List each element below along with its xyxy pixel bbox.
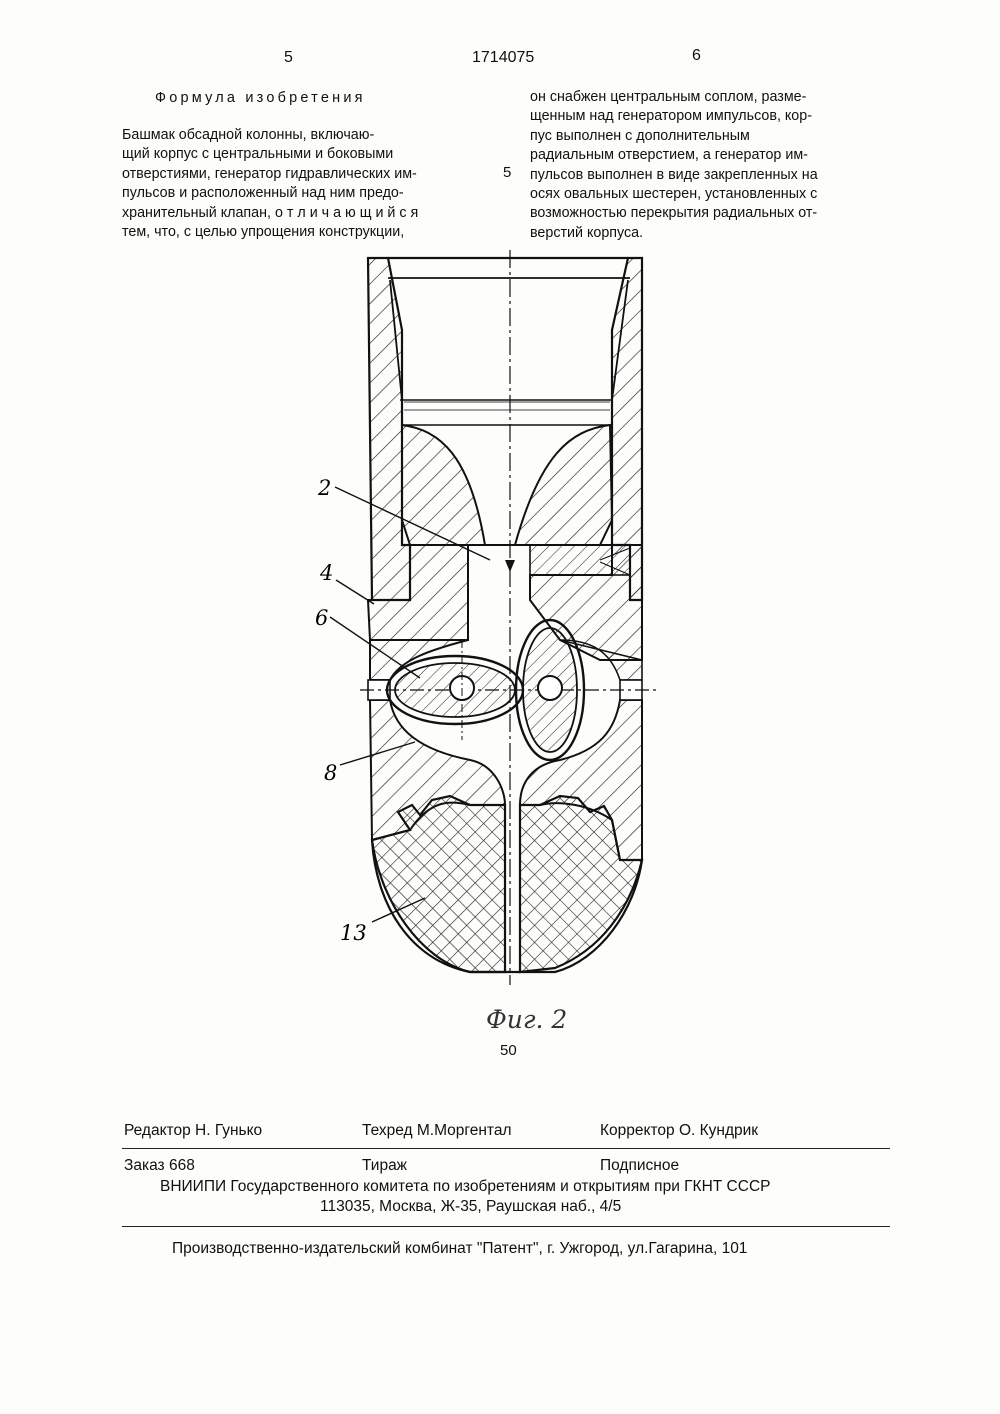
page-number-left: 5 xyxy=(284,49,293,66)
label-6: 6 xyxy=(315,606,329,630)
label-13: 13 xyxy=(340,921,367,945)
label-8: 8 xyxy=(324,761,338,785)
imprint-podpisnoe: Подписное xyxy=(600,1157,680,1174)
claims-left-line: тем, что, с целью упрощения конструкции, xyxy=(122,224,405,241)
claims-left-line: щий корпус с центральными и боковыми xyxy=(122,146,394,163)
claims-left-line: пульсов и расположенный над ним предо- xyxy=(122,185,404,202)
claims-right-line: осях овальных шестерен, установленных с xyxy=(530,186,818,203)
claims-right-line: щенным над генератором импульсов, кор- xyxy=(530,108,812,125)
claims-left-line: отверстиями, генератор гидравлических им- xyxy=(122,165,417,182)
claims-right-line: радиальным отверстием, а генератор им- xyxy=(530,147,808,164)
claims-right-column xyxy=(530,88,896,243)
oval-gear-right xyxy=(516,620,584,760)
imprint-publisher: Производственно-издательский комбинат "Патент", г. Ужгород, ул.Гагарина, 101 xyxy=(172,1240,748,1257)
casing-shoe-drawing xyxy=(300,245,720,985)
figure-caption: Фиг. 2 xyxy=(486,1005,568,1034)
imprint-address: 113035, Москва, Ж-35, Раушская наб., 4/5 xyxy=(320,1198,622,1215)
bottom-plug xyxy=(372,796,642,972)
imprint-editor: Редактор Н. Гунько xyxy=(124,1122,263,1139)
imprint-rule-bottom xyxy=(122,1226,890,1227)
imprint-corrector: Корректор О. Кундрик xyxy=(600,1122,759,1139)
claims-right-line: пульсов выполнен в виде закрепленных на xyxy=(530,166,818,183)
line-marker: 5 xyxy=(503,164,512,181)
claims-left-line: хранительный клапан, о т л и ч а ю щ и й с я xyxy=(122,204,419,221)
claims-right-line: верстий корпуса. xyxy=(530,224,644,241)
imprint-techred: Техред М.Моргентал xyxy=(362,1122,512,1139)
claims-left-column xyxy=(122,126,492,242)
imprint-vniipi: ВНИИПИ Государственного комитета по изобретениям и открытиям при ГКНТ СССР xyxy=(160,1178,771,1195)
imprint-order: Заказ 668 xyxy=(124,1157,195,1174)
page-footer-number: 50 xyxy=(500,1042,517,1059)
claims-right-line: возможностью перекрытия радиальных от- xyxy=(530,205,818,222)
page-number-right: 6 xyxy=(692,47,701,64)
claims-right-line: пус выполнен с дополнительным xyxy=(530,127,750,144)
patent-number: 1714075 xyxy=(472,49,535,66)
label-2: 2 xyxy=(318,476,332,500)
imprint-rule-top xyxy=(122,1148,890,1149)
label-4: 4 xyxy=(320,561,334,585)
claims-left-line: Башмак обсадной колонны, включаю- xyxy=(122,127,375,143)
leader-4 xyxy=(336,580,374,604)
claims-right-line: он снабжен центральным соплом, разме- xyxy=(530,89,807,105)
claims-title: Формула изобретения xyxy=(155,90,366,106)
imprint-tirazh: Тираж xyxy=(362,1157,408,1174)
